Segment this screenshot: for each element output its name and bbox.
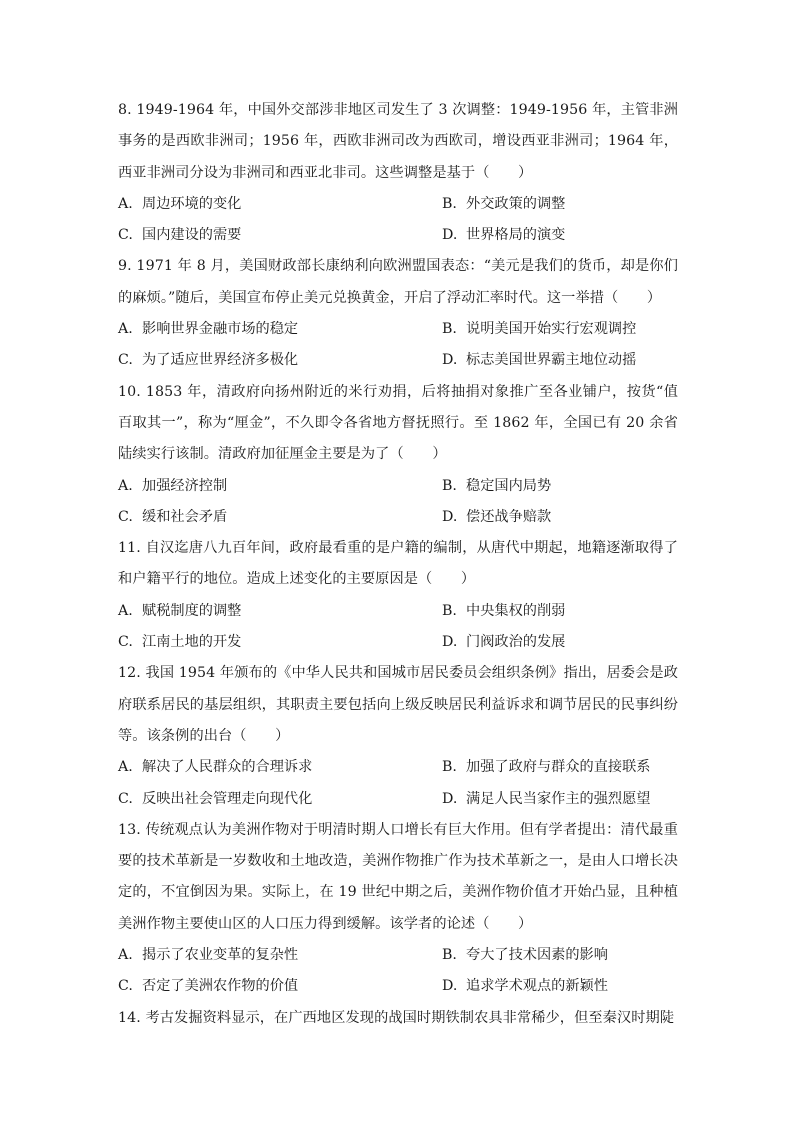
- answer-option: [118, 940, 442, 971]
- option-letter: B.: [442, 321, 457, 338]
- option-letter: C.: [118, 978, 133, 995]
- question-11: [118, 533, 678, 658]
- answer-option: [442, 752, 678, 783]
- answer-option: [442, 596, 678, 627]
- question-stem: 8. 1949-1964 年，中国外交部涉非地区司发生了 3 次调整：1949-1956 年，主管非洲事务的是西欧非洲司；1956 年，西欧非洲司改为西欧司，增设西亚非洲司；1964 年，西亚非洲司分设为非洲司和西亚北非司。这些调整是基于（ ）: [118, 102, 678, 181]
- option-text: 否定了美洲农作物的价值: [142, 978, 299, 995]
- option-letter: A.: [118, 759, 133, 776]
- answer-option: [118, 752, 442, 783]
- answer-option: [118, 189, 442, 220]
- option-letter: B.: [442, 477, 457, 494]
- option-letter: C.: [118, 508, 133, 525]
- answer-option: [118, 220, 442, 251]
- option-text: 影响世界金融市场的稳定: [142, 321, 299, 338]
- option-letter: B.: [442, 195, 457, 212]
- option-letter: B.: [442, 947, 457, 964]
- question-9: [118, 251, 678, 376]
- option-text: 赋税制度的调整: [142, 602, 242, 619]
- option-text: 世界格局的演变: [466, 227, 566, 244]
- option-text: 说明美国开始实行宏观调控: [466, 321, 637, 338]
- option-text: 揭示了农业变革的复杂性: [142, 947, 299, 964]
- option-letter: D.: [442, 634, 458, 651]
- option-text: 满足人民当家作主的强烈愿望: [466, 790, 651, 807]
- answer-option: [442, 971, 678, 1002]
- answer-options: [118, 596, 678, 659]
- option-text: 偿还战争赔款: [466, 508, 552, 525]
- answer-option: [442, 627, 678, 658]
- option-letter: C.: [118, 634, 133, 651]
- option-text: 外交政策的调整: [466, 195, 566, 212]
- option-text: 反映出社会管理走向现代化: [142, 790, 313, 807]
- option-letter: A.: [118, 195, 133, 212]
- option-letter: D.: [442, 352, 458, 369]
- option-letter: B.: [442, 759, 457, 776]
- option-letter: D.: [442, 978, 458, 995]
- answer-option: [118, 471, 442, 502]
- option-text: 加强了政府与群众的直接联系: [466, 759, 651, 776]
- question-stem: 10. 1853 年，清政府向扬州附近的米行劝捐，后将抽捐对象推广至各业铺户，按货“值百取其一”，称为“厘金”，不久即令各省地方督抚照行。至 1862 年，全国已有 20 余省陆续实行该制。清政府加征厘金主要是为了（ ）: [118, 383, 678, 463]
- option-letter: C.: [118, 790, 133, 807]
- question-14: [118, 1003, 678, 1034]
- question-12: [118, 658, 678, 814]
- option-text: 标志美国世界霸主地位动摇: [466, 352, 637, 369]
- answer-option: [442, 345, 678, 376]
- option-letter: A.: [118, 602, 133, 619]
- question-stem: 14. 考古发掘资料显示，在广西地区发现的战国时期铁制农具非常稀少，但至秦汉时期陡: [118, 1009, 675, 1026]
- option-text: 为了适应世界经济多极化: [142, 352, 299, 369]
- option-text: 稳定国内局势: [466, 477, 552, 494]
- answer-option: [442, 502, 678, 533]
- exam-page: [118, 95, 678, 1034]
- answer-option: [118, 345, 442, 376]
- option-text: 周边环境的变化: [142, 195, 242, 212]
- option-letter: D.: [442, 508, 458, 525]
- answer-option: [442, 471, 678, 502]
- answer-option: [442, 189, 678, 220]
- option-text: 加强经济控制: [142, 477, 228, 494]
- answer-option: [442, 314, 678, 345]
- answer-option: [442, 940, 678, 971]
- answer-option: [118, 314, 442, 345]
- answer-option: [442, 784, 678, 815]
- option-text: 缓和社会矛盾: [142, 508, 228, 525]
- answer-option: [118, 596, 442, 627]
- option-letter: A.: [118, 947, 133, 964]
- option-text: 解决了人民群众的合理诉求: [142, 759, 313, 776]
- option-letter: B.: [442, 602, 457, 619]
- answer-options: [118, 752, 678, 815]
- answer-options: [118, 471, 678, 534]
- answer-option: [442, 220, 678, 251]
- question-stem: 11. 自汉迄唐八九百年间，政府最看重的是户籍的编制，从唐代中期起，地籍逐渐取得了和户籍平行的地位。造成上述变化的主要原因是（ ）: [118, 540, 678, 588]
- option-letter: A.: [118, 477, 133, 494]
- answer-option: [118, 971, 442, 1002]
- question-13: [118, 815, 678, 1003]
- option-letter: D.: [442, 790, 458, 807]
- option-letter: A.: [118, 321, 133, 338]
- option-text: 夸大了技术因素的影响: [466, 947, 608, 964]
- question-stem: 9. 1971 年 8 月，美国财政部长康纳利向欧洲盟国表态：“美元是我们的货币，却是你们的麻烦。”随后，美国宣布停止美元兑换黄金，开启了浮动汇率时代。这一举措（ ）: [118, 258, 678, 306]
- question-8: [118, 95, 678, 251]
- answer-option: [118, 627, 442, 658]
- option-text: 追求学术观点的新颖性: [466, 978, 608, 995]
- answer-options: [118, 314, 678, 377]
- answer-option: [118, 784, 442, 815]
- option-text: 中央集权的削弱: [466, 602, 566, 619]
- option-text: 江南土地的开发: [142, 634, 242, 651]
- option-letter: C.: [118, 227, 133, 244]
- answer-options: [118, 940, 678, 1003]
- question-stem: 12. 我国 1954 年颁布的《中华人民共和国城市居民委员会组织条例》指出，居委会是政府联系居民的基层组织，其职责主要包括向上级反映居民利益诉求和调节居民的民事纠纷等。该条例的出台（ ）: [118, 665, 678, 744]
- answer-options: [118, 189, 678, 252]
- question-10: [118, 377, 678, 533]
- option-letter: D.: [442, 227, 458, 244]
- question-stem: 13. 传统观点认为美洲作物对于明清时期人口增长有巨大作用。但有学者提出：清代最重要的技术革新是一岁数收和土地改造，美洲作物推广作为技术革新之一，是由人口增长决定的，不宜倒因为果。实际上，在 19 世纪中期之后，美洲作物价值才开始凸显，且种植美洲作物主要使山区的人口压力得到缓解。该学者的论述（ ）: [118, 821, 678, 932]
- option-text: 门阀政治的发展: [466, 634, 566, 651]
- option-text: 国内建设的需要: [142, 227, 242, 244]
- option-letter: C.: [118, 352, 133, 369]
- answer-option: [118, 502, 442, 533]
